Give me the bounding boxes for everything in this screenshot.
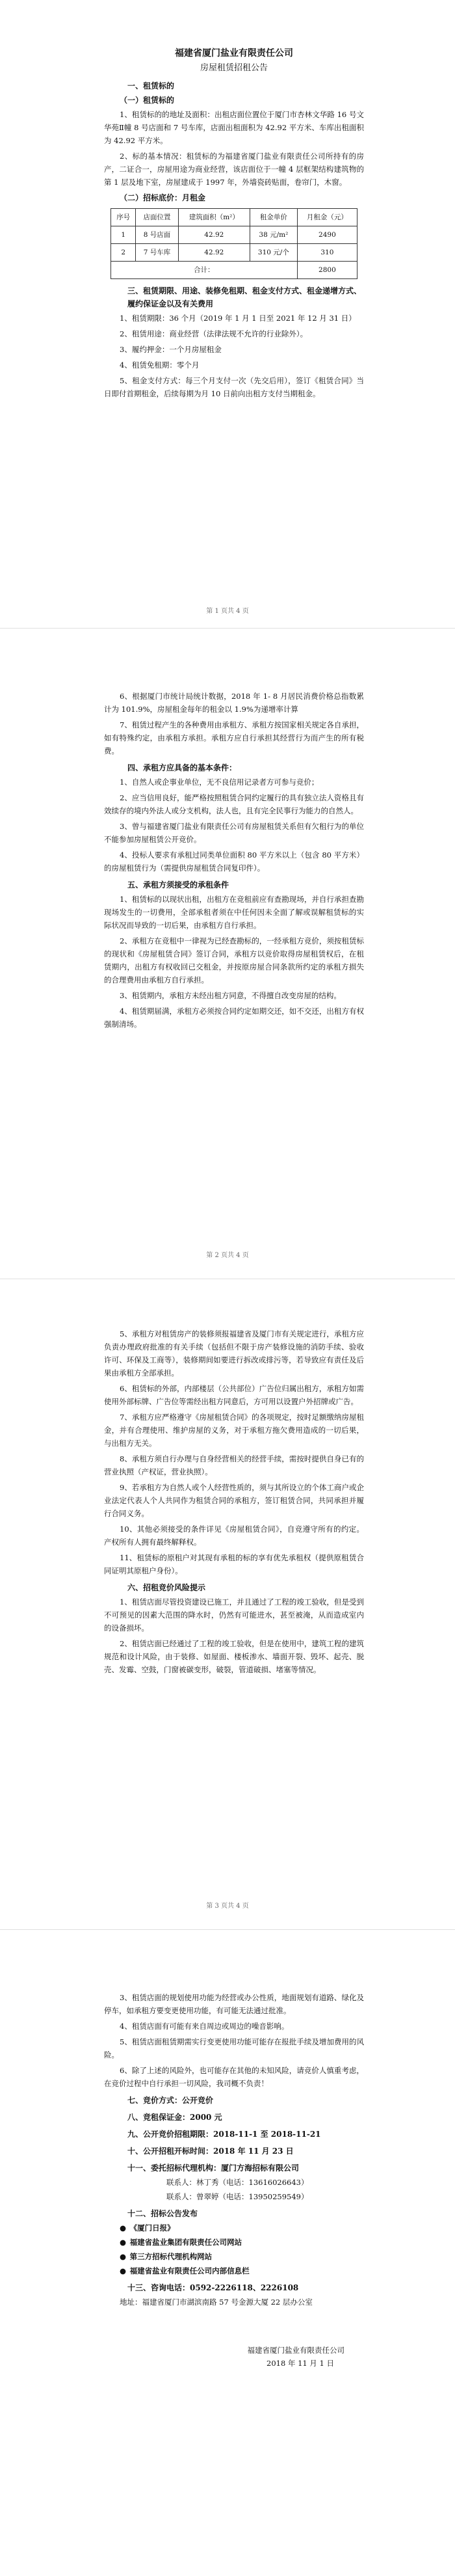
table-cell: 1 — [111, 226, 136, 244]
paragraph: 11、租赁标的原租户对其现有承租的标的享有优先承租权（提供原租赁合同证明其原租户身份）。 — [104, 1553, 364, 1575]
paragraph: 7、租赁过程产生的各种费用由承租方、承租方按国家相关规定各自承担，如有特殊约定，由承租方承担。承租方应自行承担其经营行为而产生的所有税费。 — [104, 720, 364, 755]
section-12-heading: 十二、招标公告发布 — [127, 2209, 198, 2218]
paragraph: 7、承租方应严格遵守《房屋租赁合同》的各项规定，按时足额缴纳房屋租金，并有合理使用、维护房屋的义务，对于承租方拖欠费用造成的一切后果，与出租方无关。 — [104, 1413, 364, 1448]
paragraph: 2、承租方在竞租中一律视为已经查勘标的，一经承租方竞价，须按租赁标的现状和《房屋租赁合同》签订合同，承租方以竞价取得房屋租赁权后，在租赁期内，出租方有权收回已交租金，并按原房屋合同条款所约定的承租方损失的合理费用由承租方自行承担。 — [104, 936, 364, 984]
page-footer: 第 3 页共 4 页 — [206, 1903, 249, 1910]
table-header: 序号 — [111, 209, 136, 226]
section-3-heading: 三、租赁期限、用途、装修免租期、租金支付方式、租金递增方式、履约保证金以及有关费用 — [127, 286, 362, 308]
list-item-label: 福建省盐业有限责任公司内部信息栏 — [129, 2266, 250, 2275]
paragraph: 4、租赁店面有可能有来自周边或周边的噪音影响。 — [120, 2022, 289, 2031]
paragraph: 3、租赁期内，承租方未经出租方同意，不得擅自改变房屋的结构。 — [120, 991, 341, 1000]
paragraph: 5、租金支付方式：每三个月支付一次（先交后用），签订《租赁合同》当日即付首期租金，后续每期为月 10 日前向出租方支付当期租金。 — [104, 376, 364, 398]
paragraph: 1、租赁期限：36 个月（2019 年 1 月 1 日至 2021 年 12 月 31 日） — [120, 314, 356, 323]
list-item — [120, 2250, 364, 2263]
paragraph: 10、其他必须接受的条件详见《房屋租赁合同》，自竞遵守所有的约定。产权所有人拥有最终解释权。 — [104, 1525, 364, 1547]
notice-title: 房屋租赁招租公告 — [200, 63, 268, 73]
bullet-icon: ● — [120, 2223, 127, 2232]
table-header: 店面位置 — [136, 209, 178, 226]
list-item — [120, 2236, 364, 2249]
contact-line: 联系人：林丁秀（电话：13616026643） — [166, 2178, 309, 2187]
rent-table — [110, 208, 358, 279]
subsection-1-1: （一）租赁标的 — [120, 96, 175, 105]
list-item-label: 第三方招标代理机构网站 — [129, 2252, 213, 2261]
bullet-icon: ● — [120, 2266, 127, 2275]
section-1-heading: 一、租赁标的 — [127, 81, 175, 90]
paragraph: 1、自然人或企事业单位，无不良信用记录者方可参与竞价； — [120, 778, 319, 787]
bullet-icon: ● — [120, 2252, 127, 2261]
section-10-heading: 十、公开招租开标时间：2018 年 11 月 23 日 — [127, 2147, 294, 2156]
list-item-label: 福建省盐业集团有限责任公司网站 — [129, 2238, 242, 2247]
page-footer: 第 2 页共 4 页 — [206, 1252, 249, 1259]
subsection-1-2: （二）招标底价：月租金 — [120, 193, 206, 202]
paragraph: 9、若承租方为自然人或个人经营性质的，须与其所设立的个体工商户或企业法定代表人个人共同作为租赁合同的承租方，签订租赁合同，共同承担并履行合同义务。 — [104, 1483, 364, 1518]
section-8-heading: 八、竞租保证金：2000 元 — [127, 2113, 222, 2122]
section-7-heading: 七、竞价方式：公开竞价 — [127, 2096, 214, 2105]
page-footer: 第 1 页共 4 页 — [206, 608, 249, 615]
table-cell: 7 号车库 — [136, 244, 178, 262]
paragraph: 4、租赁免租期：零个月 — [120, 360, 200, 370]
section-13-heading: 十三、咨询电话：0592-2226118、2226108 — [127, 2283, 299, 2292]
section-4-heading: 四、承租方应具备的基本条件： — [127, 763, 237, 772]
table-row — [111, 226, 358, 244]
bullet-icon: ● — [120, 2238, 127, 2247]
section-9-heading: 九、公开竞价招租期限：2018-11-1 至 2018-11-21 — [127, 2130, 321, 2139]
section-5-heading: 五、承租方须接受的承租条件 — [127, 880, 229, 889]
table-header: 租金单价 — [250, 209, 297, 226]
paragraph: 1、租赁标的以现状出租，出租方在竞租前应有查勘现场，并自行承担查勘现场发生的一切费用，全部承租者须在中任何因未全面了解或误解租赁标的实际状况而导致的一切后果，由承租方自行承担。 — [104, 895, 364, 930]
table-cell: 310 元/个 — [250, 244, 297, 262]
table-header-row — [111, 209, 358, 226]
paragraph: 2、租赁用途：商业经营（法律法规不允许的行业除外）。 — [120, 329, 308, 338]
signature-date: 2018 年 11 月 1 日 — [266, 2359, 334, 2368]
table-cell: 2 — [111, 244, 136, 262]
paragraph: 5、承租方对租赁房产的装修须报福建省及厦门市有关规定进行，承租方应负责办理政府批准的有关手续（包括但不限于房产装修设施的消防手续、验收许可、环保及工商等），装修期间如要进行拆改或排污等，若导致应有责任及后果由承租方全部承担。 — [104, 1329, 364, 1377]
paragraph: 3、租赁店面的规划使用功能为经营或办公性质，地面规划有道路、绿化及停车，如承租方要变更使用功能，有可能无法通过批准。 — [104, 1993, 364, 2015]
paragraph: 6、根据厦门市统计局统计数据，2018 年 1- 8 月居民消费价格总指数累计为 101.9%，房屋租金每年的租金以 1.9%为递增率计算 — [104, 692, 364, 714]
paragraph: 8、承租方须自行办理与自身经营相关的经营手续，需按时提供自身已有的营业执照（产权证，营业执照）。 — [104, 1454, 364, 1476]
total-label: 合计： — [111, 262, 298, 279]
paragraph: 2、应当信用良好，能严格按照租赁合同约定履行的具有独立法人资格且有效续存的境内外法人或分支机构，法人也，且有完全民事行为能力的自然人。 — [104, 793, 364, 815]
paragraph: 1、租赁标的的地址及面积：出租店面位置位于厦门市杏林文华路 16 号文华苑Ⅱ幢 8 号店面和 7 号车库，店面出租面积为 42.92 平方米、车库出租面积为 42.92 平方米。 — [104, 110, 364, 145]
table-cell: 310 — [297, 244, 357, 262]
paragraph: 2、租赁店面已经通过了工程的竣工验收，但是在使用中，建筑工程的建筑规范和设计风险，由于装修、如屋面、楼板渗水、墙面开裂、毁坏、起壳、脱壳、发霉、空鼓，门窗被碳变形，破裂，管道破损、堵塞等情况。 — [104, 1639, 364, 1674]
page-3 — [0, 1288, 455, 1926]
address: 地址：福建省厦门市湖滨南路 57 号金源大厦 22 层办公室 — [120, 2298, 313, 2307]
table-cell: 42.92 — [178, 244, 250, 262]
contact-line: 联系人：曾翠婷（电话：13950259549） — [166, 2192, 309, 2201]
paragraph: 2、标的基本情况：租赁标的为福建省厦门盐业有限责任公司所持有的房产，二证合一，房屋用途为商业经营，该店面位于一幢 4 层框架结构建筑物的第 1 层及地下室，房屋建成于 1997 年，外墙瓷砖贴面，卷帘门，木窗。 — [104, 152, 364, 187]
total-value: 2800 — [297, 262, 357, 279]
paragraph: 6、除了上述的风险外，也可能存在其他的未知风险，请竞价人慎重考虑，在竞价过程中自行承担一切风险，我司概不负责！ — [104, 2066, 364, 2088]
paragraph: 1、租赁店面尽管投资建设已施工，并且通过了工程的竣工验收，但是受到不可预见的因素大范围的降水时，仍然有可能进水，甚至被淹，从而造成室内的设备损坏。 — [104, 1597, 364, 1633]
page-divider — [0, 628, 455, 629]
table-header: 建筑面积（m²） — [178, 209, 250, 226]
page-divider — [0, 1929, 455, 1930]
page-1 — [0, 0, 455, 625]
paragraph: 4、投标人要求有承租过同类单位面积 80 平方米以上（包含 80 平方米）的房屋租赁行为（需提供房屋租赁合同复印件）。 — [104, 850, 364, 873]
page-4-content — [104, 1991, 364, 2370]
section-6-heading: 六、招租竞价风险提示 — [127, 1583, 206, 1592]
page-2 — [0, 638, 455, 1275]
signature-company: 福建省厦门盐业有限责任公司 — [247, 2346, 344, 2355]
page-3-content — [104, 1327, 364, 1679]
table-cell: 38 元/m² — [250, 226, 297, 244]
paragraph: 3、履约押金：一个月房屋租金 — [120, 345, 222, 354]
paragraph: 4、租赁期届满，承租方必须按合同约定如期交还，如不交还，出租方有权强制清场。 — [104, 1007, 364, 1029]
table-header: 月租金（元） — [297, 209, 357, 226]
list-item — [120, 2264, 364, 2277]
page-4 — [0, 1939, 455, 2576]
section-11-heading: 十一、委托招标代理机构：厦门方海招标有限公司 — [127, 2163, 300, 2173]
table-cell: 2490 — [297, 226, 357, 244]
list-item — [120, 2221, 364, 2234]
table-total-row — [111, 262, 358, 279]
list-item-label: 《厦门日报》 — [129, 2223, 175, 2232]
table-cell: 42.92 — [178, 226, 250, 244]
media-list — [120, 2221, 364, 2277]
company-title: 福建省厦门盐业有限责任公司 — [175, 48, 293, 59]
table-row — [111, 244, 358, 262]
table-cell: 8 号店面 — [136, 226, 178, 244]
page-2-content — [104, 690, 364, 1033]
paragraph: 5、租赁店面租赁期需实行变更使用功能可能存在报批手续及增加费用的风险。 — [104, 2037, 364, 2059]
paragraph: 6、租赁标的外部，内部楼层（公共部位）广告位归属出租方，承租方如需使用外部标牌、广告位等需经出租方同意后，方可用以设置户外招牌或广告。 — [104, 1384, 364, 1406]
paragraph: 3、曾与福建省厦门盐业有限责任公司有房屋租赁关系但有欠租行为的单位不能参加房屋租赁公开竞价。 — [104, 822, 364, 844]
page-1-content — [104, 46, 364, 403]
